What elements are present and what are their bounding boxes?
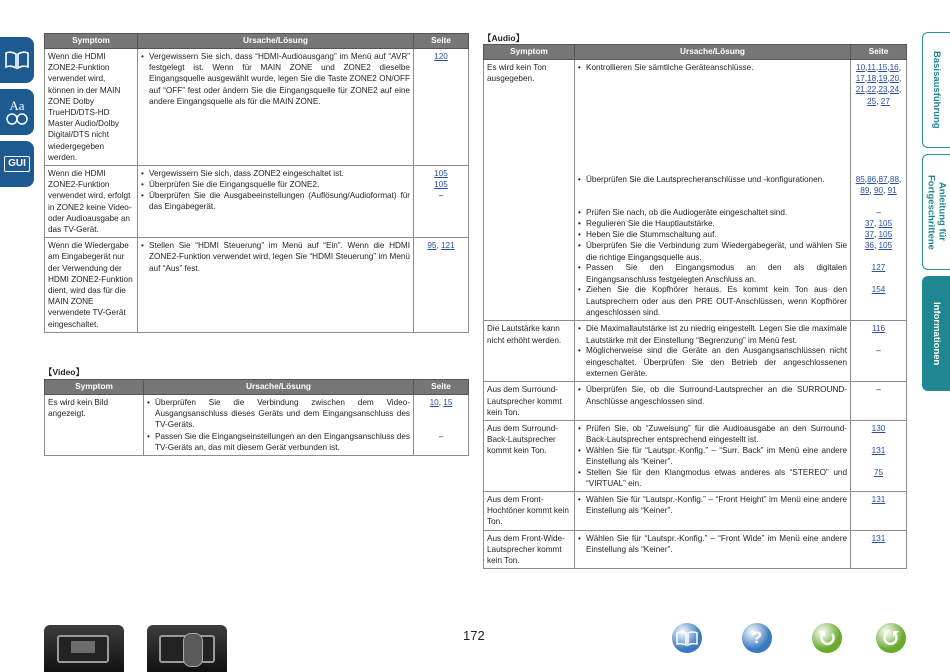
page-ref <box>854 207 903 218</box>
page-link[interactable]: 105 <box>434 180 448 190</box>
solution-text: Vergewissern Sie sich, dass “HDMI-Audioausgang” im Menü auf “AVR” festgelegt ist. Wenn für MAIN ZONE und ZONE2 dieselbe Eingangsquelle ausgewählt wurde, legen Sie die Taste ZONE2 ON/OFF auf “OFF” fest oder ändern Sie die Eingangsquelle für ZONE2 auf eine andere Eingangsquelle als für die MAIN ZONE. <box>149 52 410 106</box>
page-ref <box>854 218 903 229</box>
page-ref <box>854 240 903 262</box>
tab-basic[interactable] <box>922 32 950 148</box>
page-link[interactable]: 37 <box>864 230 874 240</box>
book-nav-button[interactable] <box>672 623 702 653</box>
page-separator: , <box>876 96 881 106</box>
page-separator: – <box>876 208 881 218</box>
solution-item <box>578 533 847 555</box>
bullet-icon: • <box>141 180 144 190</box>
solution-item <box>578 262 847 284</box>
symptom-cell: Die Lautstärke kann nicht erhöht werden. <box>484 321 575 382</box>
page-separator: , <box>887 63 890 72</box>
page-link[interactable]: 24 <box>889 85 899 95</box>
page-link[interactable]: 10 <box>429 398 439 407</box>
solution-text: Heben Sie die Stummschaltung auf. <box>586 230 717 240</box>
page-separator: – <box>438 432 444 441</box>
page-separator: , <box>899 175 902 185</box>
cause-cell <box>144 395 414 456</box>
table-row <box>45 49 469 166</box>
index-tab[interactable] <box>0 89 34 135</box>
front-panel-thumbnail-icon[interactable] <box>44 625 124 672</box>
page-separator: , <box>436 241 441 251</box>
page-link[interactable]: 20 <box>889 74 899 84</box>
remote-control-thumbnail-icon[interactable] <box>147 625 227 672</box>
col-symptom: Symptom <box>45 34 138 49</box>
solution-text: Überprüfen Sie die Ausgabeeinstellungen (Auflösung/Audioformat) für das Eingabegerät. <box>149 191 410 212</box>
page-ref <box>854 494 903 516</box>
index-icon: Aa <box>6 99 28 126</box>
solution-item <box>578 174 847 207</box>
page-separator: , <box>873 230 879 240</box>
page-cell <box>851 321 907 382</box>
col-page: Seite <box>414 380 469 395</box>
page-ref <box>854 445 903 467</box>
page-link[interactable]: 85 <box>855 175 865 185</box>
page-cell <box>414 49 469 166</box>
solution-item <box>578 445 847 467</box>
solution-text: Stellen Sie für den Klangmodus etwas anderes als “STEREO” und “VIRTUAL” ein. <box>586 467 847 489</box>
page-link[interactable]: 120 <box>434 52 448 61</box>
cause-cell <box>138 49 414 166</box>
cause-cell <box>575 491 851 530</box>
col-cause: Ursache/Lösung <box>144 380 414 395</box>
page-link[interactable]: 36 <box>864 241 874 251</box>
page-cell <box>851 382 907 421</box>
solution-item <box>578 284 847 318</box>
page-link[interactable]: 131 <box>871 533 886 543</box>
page-cell <box>414 166 469 238</box>
page-separator: , <box>887 85 890 95</box>
page-link[interactable]: 90 <box>873 186 884 196</box>
table-row <box>484 60 907 321</box>
bullet-icon: • <box>147 398 150 407</box>
solution-text: Wählen Sie für “Lautspr.-Konfig.” – “Front Height” im Menü eine andere Einstellung als “Keiner”. <box>586 494 847 516</box>
solution-item <box>141 240 410 274</box>
solution-item <box>147 431 410 453</box>
solution-text: Möglicherweise sind die Geräte an den Ausgangsanschlüssen nicht eingeschaltet. Überprüfen Sie den Betrieb der angeschlossenen externen Geräte. <box>586 346 847 378</box>
solution-text: Prüfen Sie, ob “Zuweisung” für die Audioausgabe an den Surround-Back-Lautsprecher entsprechend eingestellt ist. <box>586 423 847 445</box>
page-ref <box>854 229 903 240</box>
bullet-icon: • <box>578 63 581 72</box>
page-link[interactable]: 131 <box>871 494 886 504</box>
solution-item <box>578 423 847 445</box>
page-link[interactable]: 127 <box>871 263 886 273</box>
solution-text: Überprüfen Sie die Verbindung zum Wiedergabegerät, und wählen Sie die richtige Eingangsquelle aus. <box>586 241 847 262</box>
page-ref <box>417 179 465 190</box>
page-separator: , <box>876 175 879 185</box>
page-separator: , <box>899 74 902 84</box>
page-link[interactable]: 15 <box>878 63 888 72</box>
page-separator: , <box>864 175 868 185</box>
cause-cell <box>575 420 851 491</box>
page-separator: , <box>899 85 902 95</box>
solution-text: Stellen Sie “HDMI Steuerung” im Menü auf “Ein”. Wenn die HDMI ZONE2-Funktion verwendet wird, legen Sie “HDMI Steuerung” im Menü auf “Aus” fest. <box>149 241 410 273</box>
page-link[interactable]: 154 <box>871 285 886 295</box>
bullet-icon: • <box>578 230 581 240</box>
solution-text: Prüfen Sie nach, ob die Audiogeräte eingeschaltet sind. <box>586 208 788 218</box>
page-ref <box>854 62 903 174</box>
solution-item <box>141 179 410 190</box>
forward-nav-button[interactable] <box>876 623 906 653</box>
symptom-cell: Wenn die Wiedergabe am Eingabegerät nur der Verwendung der HDMI ZONE2-Funktion dient, wird das für die MAIN ZONE verwendete TV-Gerät eingeschaltet. <box>45 238 138 333</box>
table-row <box>45 395 469 456</box>
page-link[interactable]: 27 <box>880 96 890 106</box>
page-ref <box>417 397 465 431</box>
solution-text: Überprüfen Sie die Eingangsquelle für ZONE2. <box>149 180 320 190</box>
page-separator: , <box>887 74 890 84</box>
page-separator: , <box>876 74 879 84</box>
page-ref <box>854 174 903 207</box>
solution-item <box>578 467 847 489</box>
symptom-cell: Aus dem Front-Hochtöner kommt kein Ton. <box>484 491 575 530</box>
page-link[interactable]: 25 <box>867 96 877 106</box>
page-link[interactable]: 89 <box>860 186 870 196</box>
tab-advanced-label: Anleitung für Fortgeschrittene <box>925 174 948 250</box>
audio-section-heading: 【Audio】 <box>483 33 525 43</box>
page-link[interactable]: 17 <box>855 74 865 84</box>
page-ref <box>854 423 903 445</box>
symptom-cell: Wenn die HDMI ZONE2-Funktion verwendet wird, erfolgt in ZONE2 keine Video- oder Audioausgabe an das TV-Gerät. <box>45 166 138 238</box>
page-ref <box>417 168 465 179</box>
table-row <box>45 238 469 333</box>
audio-table <box>483 44 907 569</box>
page-separator: , <box>873 219 879 229</box>
page-cell <box>414 395 469 456</box>
solution-item <box>578 323 847 345</box>
page-link[interactable]: 86 <box>867 175 877 185</box>
page-link[interactable]: 116 <box>871 324 886 334</box>
tab-advanced[interactable] <box>922 154 950 270</box>
page-cell <box>851 420 907 491</box>
page-separator: , <box>887 175 890 185</box>
symptom-cell: Aus dem Surround-Back-Lautsprecher kommt kein Ton. <box>484 420 575 491</box>
bullet-icon: • <box>578 346 581 356</box>
page-cell <box>851 60 907 321</box>
solution-item <box>141 190 410 212</box>
page-ref <box>854 384 903 406</box>
tab-information[interactable] <box>922 276 950 391</box>
tab-basic-label: Basisausführung <box>931 51 942 129</box>
bullet-icon: • <box>141 52 144 61</box>
solution-item <box>147 397 410 431</box>
bullet-icon: • <box>141 241 144 251</box>
page-link[interactable]: 130 <box>871 423 886 433</box>
symptom-cell: Wenn die HDMI ZONE2-Funktion verwendet wird, können in der MAIN ZONE Dolby TrueHD/DTS-HD Master Audio/Dolby Digital/DTS nicht wiedergegeben werden. <box>45 49 138 166</box>
col-cause: Ursache/Lösung <box>575 45 851 60</box>
solution-text: Die Maximallautstärke ist zu niedrig eingestellt. Legen Sie die maximale Lautstärke mit der Einstellung “Begrenzung” im Menü fest. <box>586 324 847 345</box>
solution-text: Wählen Sie für “Lautspr.-Konfig.” – “Front Wide” im Menü eine andere Einstellung als “Keiner”. <box>586 533 847 554</box>
table-row <box>484 420 907 491</box>
page-link[interactable]: 95 <box>427 241 437 251</box>
solution-item <box>578 384 847 406</box>
back-nav-button[interactable] <box>812 623 842 653</box>
help-nav-button[interactable] <box>742 623 772 653</box>
bullet-icon: • <box>578 219 581 229</box>
table-row <box>484 321 907 382</box>
page-link[interactable]: 131 <box>871 445 886 455</box>
hdmi-zone2-table <box>44 33 469 333</box>
cause-cell <box>138 238 414 333</box>
cause-cell <box>575 321 851 382</box>
page-separator: , <box>865 63 868 72</box>
solution-text: Passen Sie die Eingangseinstellungen an den Eingangsanschluss des TV-Geräts an, das mit diesem Gerät verbunden ist. <box>155 432 410 453</box>
bullet-icon: • <box>578 175 581 185</box>
page-link[interactable]: 105 <box>878 219 893 229</box>
col-symptom: Symptom <box>45 380 144 395</box>
page-separator: , <box>875 63 879 72</box>
bullet-icon: • <box>578 324 581 334</box>
page-link[interactable]: 21 <box>855 85 865 95</box>
bullet-icon: • <box>578 385 581 395</box>
symptom-cell: Aus dem Surround-Lautsprecher kommt kein Ton. <box>484 382 575 421</box>
page-ref <box>417 240 465 274</box>
cause-cell <box>138 166 414 238</box>
page-link[interactable]: 91 <box>887 186 897 196</box>
page-ref <box>417 190 465 212</box>
page-link[interactable]: 105 <box>878 230 893 240</box>
col-page: Seite <box>414 34 469 49</box>
solution-text: Überprüfen Sie die Lautsprecheranschlüsse und -konfigurationen. <box>586 175 825 185</box>
bullet-icon: • <box>578 533 581 543</box>
col-symptom: Symptom <box>484 45 575 60</box>
page-ref <box>417 431 465 453</box>
solution-item <box>578 207 847 218</box>
bullet-icon: • <box>578 423 581 433</box>
solution-item <box>578 345 847 379</box>
cause-cell <box>575 382 851 421</box>
bullet-icon: • <box>578 285 581 295</box>
solution-text: Überprüfen Sie, ob die Surround-Lautsprecher an die SURROUND-Anschlüsse angeschlossen sind. <box>586 385 847 406</box>
bullet-icon: • <box>147 432 150 441</box>
page-separator: , <box>438 398 444 407</box>
solution-text: Überprüfen Sie die Verbindung zwischen dem Video-Ausgangsanschluss dieses Geräts und dem Eingangsanschluss des TV-Geräts. <box>155 398 410 430</box>
solution-item <box>141 168 410 179</box>
bullet-icon: • <box>578 208 581 218</box>
video-table <box>44 379 469 456</box>
gui-icon: GUI <box>4 156 30 172</box>
page-link[interactable]: 22 <box>867 85 877 95</box>
cause-cell <box>575 530 851 569</box>
page-separator: , <box>876 85 879 95</box>
page-link[interactable]: 19 <box>878 74 888 84</box>
page-link[interactable]: 87 <box>878 175 888 185</box>
page-link[interactable]: 11 <box>867 63 876 72</box>
symptom-cell: Aus dem Front-Wide-Lautsprecher kommt kein Ton. <box>484 530 575 569</box>
page-link[interactable]: 75 <box>873 467 884 477</box>
page-separator: – <box>876 385 881 395</box>
page-separator: – <box>438 191 444 201</box>
bullet-icon: • <box>578 241 581 251</box>
col-page: Seite <box>851 45 907 60</box>
page-number: 172 <box>463 628 485 643</box>
solution-item <box>578 494 847 516</box>
book-icon <box>676 630 698 646</box>
page-ref <box>854 533 903 555</box>
page-ref <box>854 345 903 379</box>
symptom-cell: Es wird kein Ton ausgegeben. <box>484 60 575 321</box>
solution-text: Kontrollieren Sie sämtliche Geräteanschlüsse. <box>586 63 754 72</box>
help-icon: ? <box>751 628 763 647</box>
solution-item <box>141 51 410 107</box>
solution-text: Ziehen Sie die Kopfhörer heraus. Es kommt kein Ton aus den Lautsprechern oder aus den PRE OUT-Anschlüssen, wenn Kopfhörer angeschlossen sind. <box>586 285 847 317</box>
page-link[interactable]: 18 <box>867 74 877 84</box>
col-cause: Ursache/Lösung <box>138 34 414 49</box>
solution-text: Wählen Sie für “Lautspr.-Konfig.” – “Surr. Back” im Menü eine andere Einstellung als “Keiner”. <box>586 445 847 467</box>
table-row <box>484 530 907 569</box>
solution-text: Regulieren Sie die Hauptlautstärke. <box>586 219 715 229</box>
solution-item <box>578 62 847 174</box>
page-cell <box>414 238 469 333</box>
symptom-cell: Es wird kein Bild angezeigt. <box>45 395 144 456</box>
page-separator: , <box>873 241 879 251</box>
solution-item <box>578 240 847 262</box>
bullet-icon: • <box>578 494 581 504</box>
table-row <box>45 166 469 238</box>
book-contents-icon <box>4 49 30 71</box>
solution-item <box>578 218 847 229</box>
page-link[interactable]: 88 <box>889 175 899 185</box>
page-ref <box>854 284 903 318</box>
page-link[interactable]: 105 <box>434 169 448 179</box>
solution-text: Passen Sie den Eingangsmodus an den als digitalen Eingangsanschluss festgelegten Anschluss an. <box>586 263 847 284</box>
solution-text: Vergewissern Sie sich, dass ZONE2 eingeschaltet ist. <box>149 169 344 179</box>
table-row <box>484 491 907 530</box>
page-link[interactable]: 121 <box>441 241 455 251</box>
table-row <box>484 382 907 421</box>
page-separator: , <box>864 85 868 95</box>
video-section-heading: 【Video】 <box>44 367 84 377</box>
page-separator: , <box>898 63 901 72</box>
tab-information-label: Informationen <box>931 301 942 366</box>
page-cell <box>851 530 907 569</box>
forward-icon <box>881 628 901 648</box>
page-link[interactable]: 15 <box>443 398 453 407</box>
bullet-icon: • <box>141 169 144 179</box>
page-ref <box>854 262 903 284</box>
bullet-icon: • <box>578 467 581 477</box>
page-separator: , <box>883 186 888 196</box>
page-link[interactable]: 105 <box>878 241 893 251</box>
page-separator: – <box>876 346 881 356</box>
cause-cell <box>575 60 851 321</box>
bullet-icon: • <box>141 191 144 201</box>
contents-tab[interactable] <box>0 37 34 83</box>
gui-tab[interactable] <box>0 141 34 187</box>
solution-item <box>578 229 847 240</box>
page-separator: , <box>864 74 868 84</box>
bullet-icon: • <box>578 263 581 273</box>
page-separator: , <box>869 186 874 196</box>
back-icon <box>817 628 837 648</box>
page-link[interactable]: 10 <box>856 63 866 72</box>
page-cell <box>851 491 907 530</box>
bullet-icon: • <box>578 445 581 455</box>
page-ref <box>417 51 465 107</box>
page-ref <box>854 323 903 345</box>
page-link[interactable]: 16 <box>889 63 899 72</box>
page-ref <box>854 467 903 489</box>
page-link[interactable]: 37 <box>864 219 874 229</box>
page-link[interactable]: 23 <box>878 85 888 95</box>
